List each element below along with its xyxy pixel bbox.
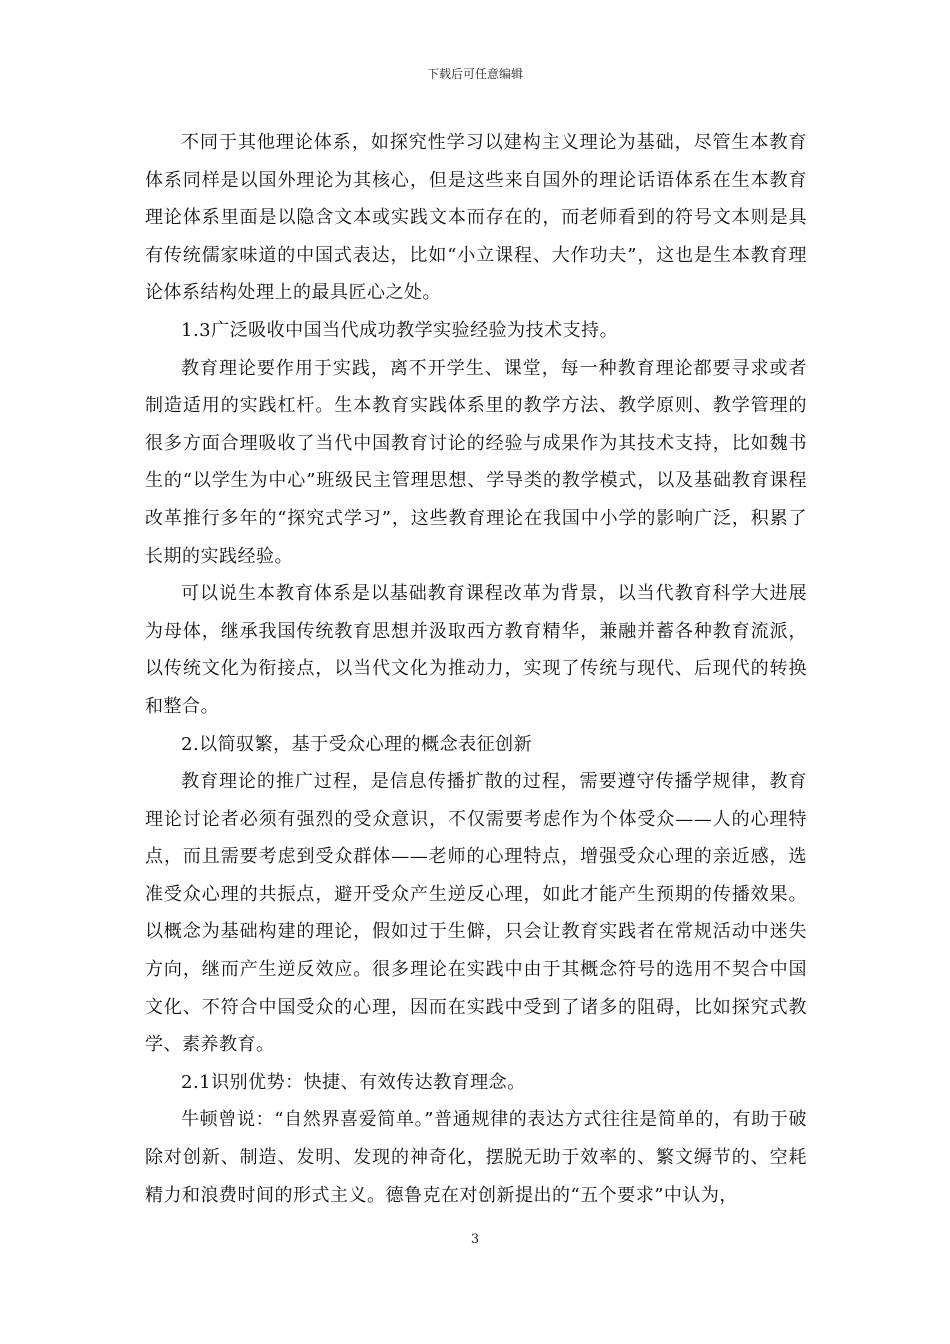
section-heading-1-3: 1.3广泛吸收中国当代成功教学实验经验为技术支持。 — [181, 319, 619, 341]
paragraph-practice: 教育理论要作用于实践，离不开学生、课堂，每一种教育理论都要寻求或者制造适用的实践杠杆。生本教育实践体系里的教学方法、教学原则、教学管理的很多方面合理吸收了当代中国教育讨论的经验与成果作为其技术支持，比如魏书生的“以学生为中心”班级民主管理思想、学导类的教学模式，以及基础教育课程改革推行多年的“探究式学习”，这些教育理论在我国中小学的影响广泛，积累了长期的实践经验。 — [145, 357, 807, 567]
paragraph-summary: 可以说生本教育体系是以基础教育课程改革为背景，以当代教育科学大进展为母体，继承我国传统教育思想并汲取西方教育精华，兼融并蓄各种教育流派，以传统文化为衔接点，以当代文化为推动力，实现了传统与现代、后现代的转换和整合。 — [145, 583, 807, 717]
section-heading-2-1: 2.1识别优势：快捷、有效传达教育理念。 — [181, 1071, 526, 1093]
document-body — [145, 124, 807, 1214]
section-heading-2: 2.以简驭繁，基于受众心理的概念表征创新 — [181, 733, 533, 755]
page-number: 3 — [470, 1232, 480, 1247]
paragraph-audience: 教育理论的推广过程，是信息传播扩散的过程，需要遵守传播学规律，教育理论讨论者必须有强烈的受众意识，不仅需要考虑作为个体受众——人的心理特点，而且需要考虑到受众群体——老师的心理特点，增强受众心理的亲近感，选准受众心理的共振点，避开受众产生逆反心理，如此才能产生预期的传播效果。以概念为基础构建的理论，假如过于生僻，只会让教育实践者在常规活动中迷失方向，继而产生逆反效应。很多理论在实践中由于其概念符号的选用不契合中国文化、不符合中国受众的心理，因而在实践中受到了诸多的阻碍，比如探究式教学、素养教育。 — [145, 771, 807, 1056]
paragraph-newton: 牛顿曾说：“自然界喜爱简单。”普通规律的表达方式往往是简单的，有助于破除对创新、制造、发明、发现的神奇化，摆脱无助于效率的、繁文缛节的、空耗精力和浪费时间的形式主义。德鲁克在对创新提出的“五个要求”中认为， — [145, 1109, 807, 1206]
page-header: 下载后可任意编辑 — [426, 67, 523, 81]
paragraph-intro: 不同于其他理论体系，如探究性学习以建构主义理论为基础，尽管生本教育体系同样是以国外理论为其核心，但是这些来自国外的理论话语体系在生本教育理论体系里面是以隐含文本或实践文本而存在的，而老师看到的符号文本则是具有传统儒家味道的中国式表达，比如“小立课程、大作功夫”，这也是生本教育理论体系结构处理上的最具匠心之处。 — [145, 132, 807, 304]
